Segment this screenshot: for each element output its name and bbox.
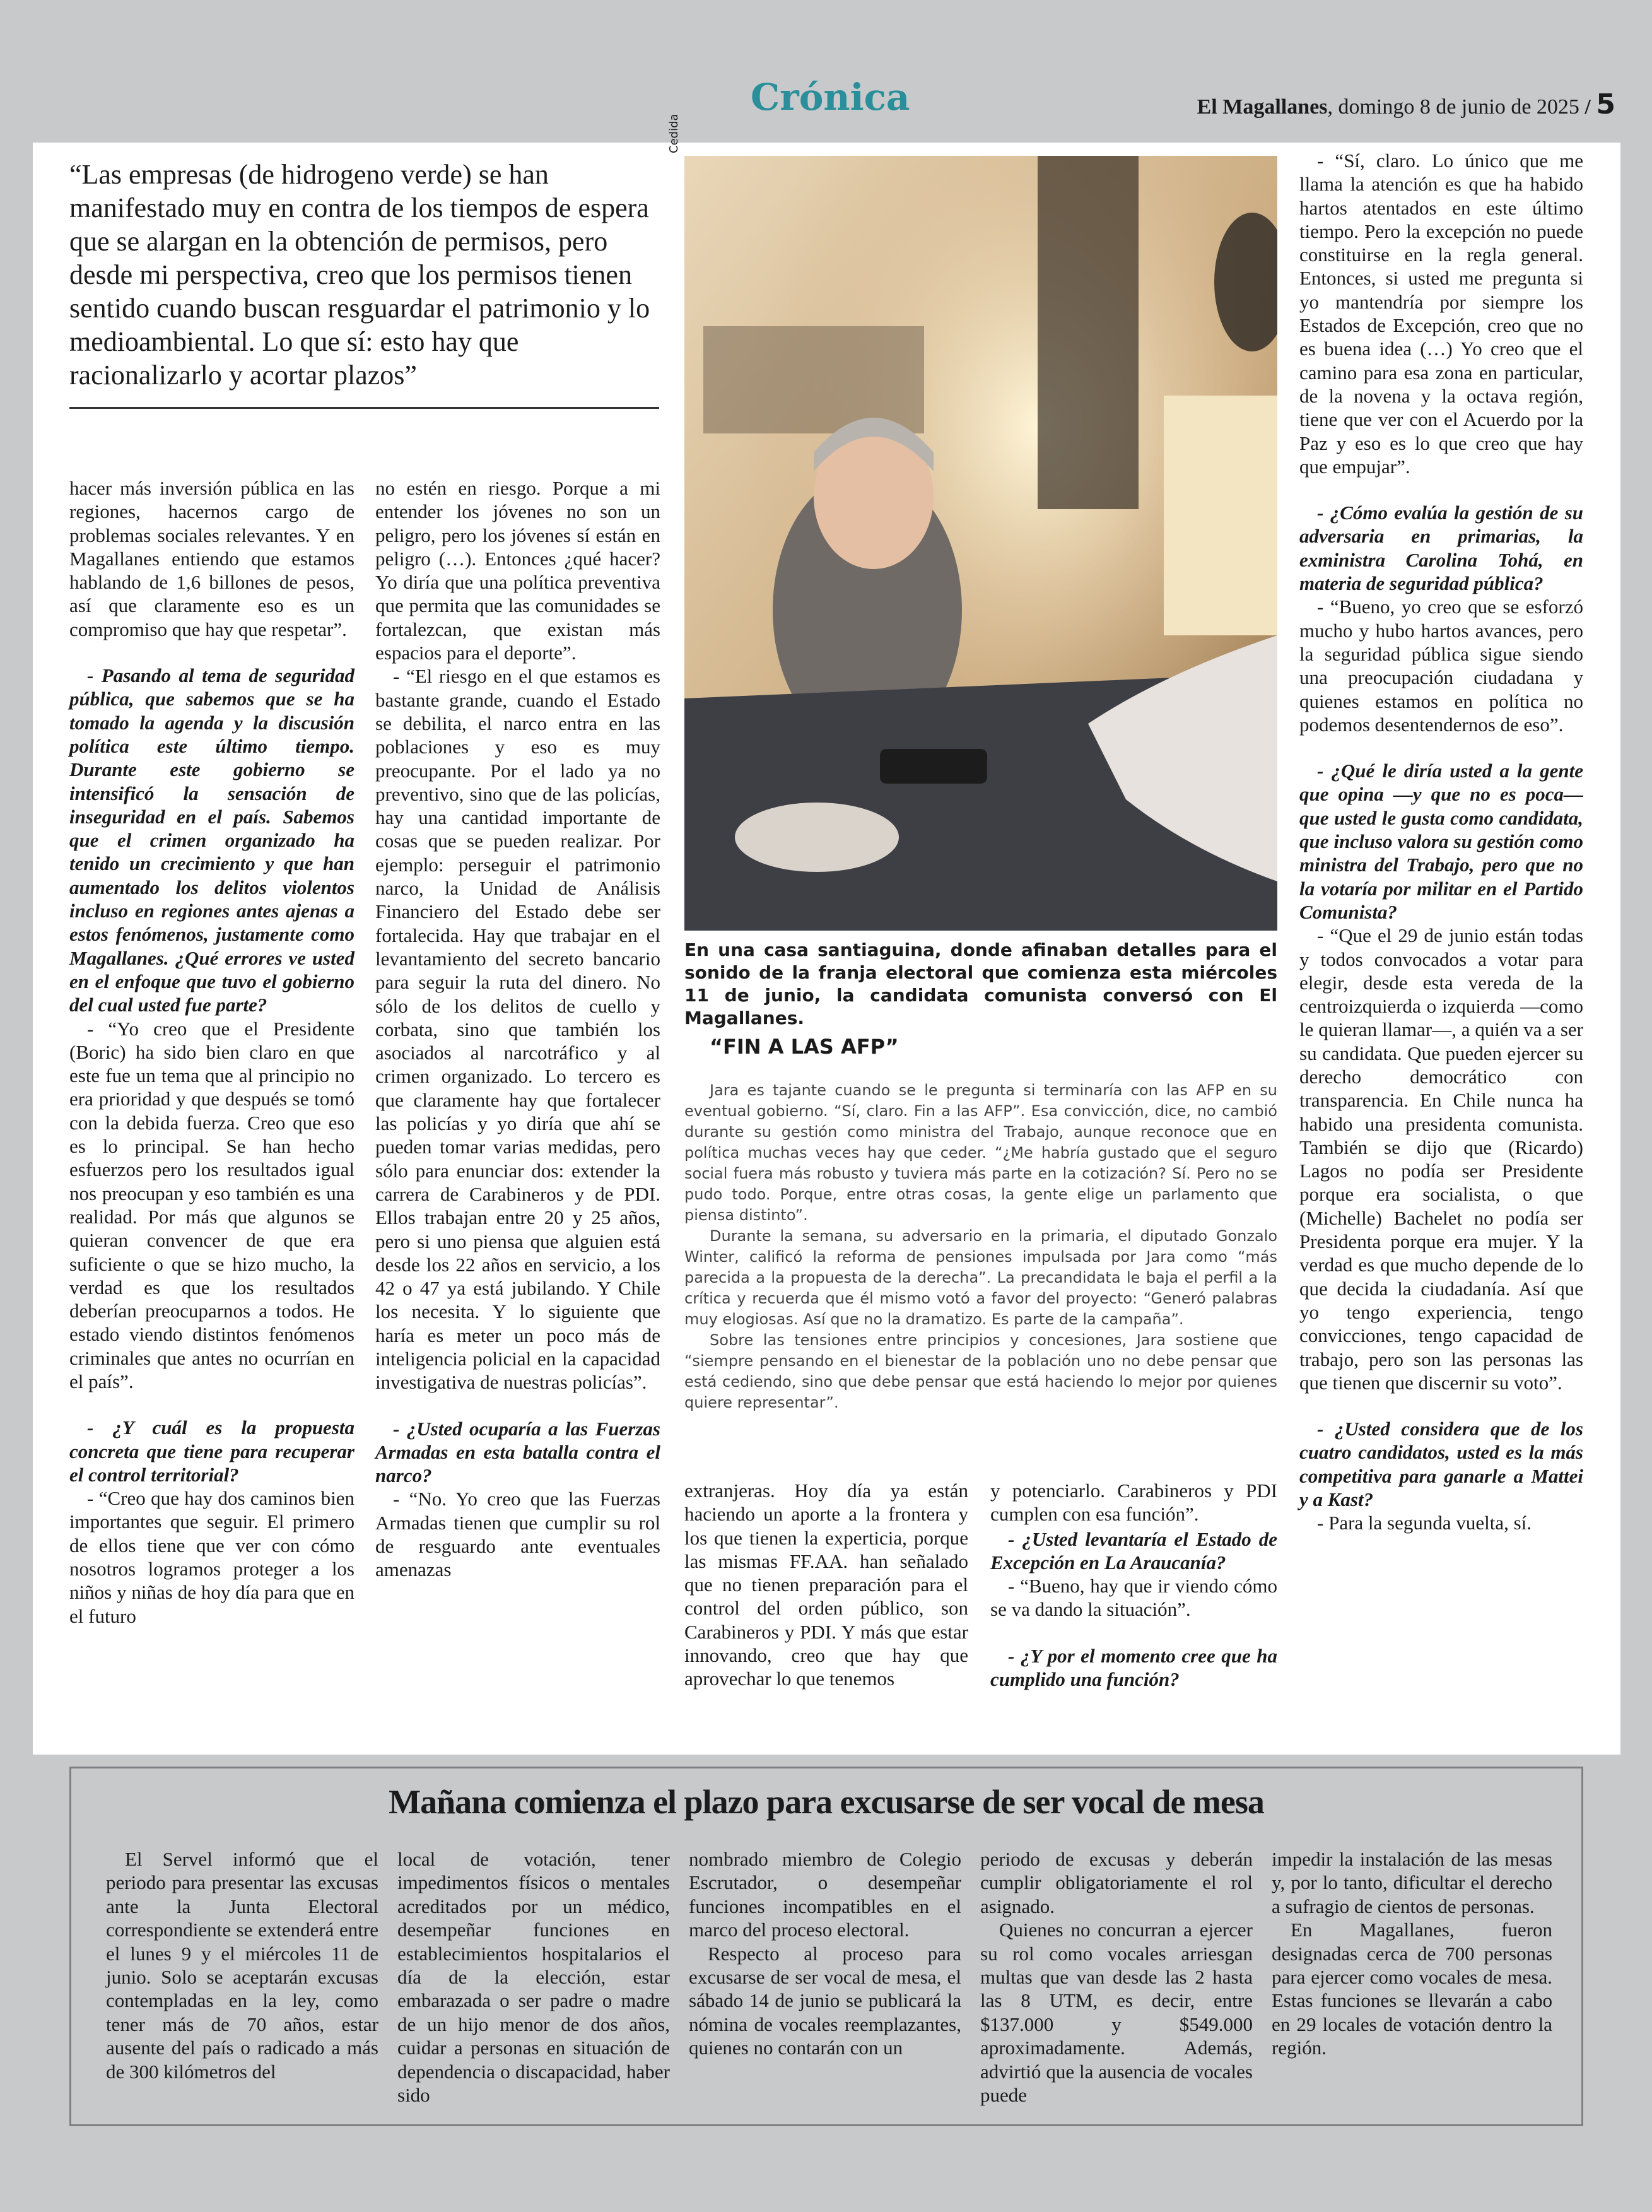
issue-date: domingo 8 de junio de 2025 <box>1338 95 1579 119</box>
box-paragraph: Quienes no concurran a ejercer su rol como vocales arriesgan multas que van desde las 2 hasta las 8 UTM, es decir, entre $137.000 y $549.000 aproximadamente. Además, advirtió que la ausencia de vocales puede <box>980 1919 1253 2107</box>
sidebar-paragraph: Durante la semana, su adversario en la primaria, el diputado Gonzalo Winter, calificó la reforma de pensiones impulsada por Jara como “más parecida a la propuesta de la derecha”. La precandidata le baja el perfil a la crítica y recuerda que él mismo votó a favor del proyecto: “Generó palabras muy elogiosas. Así que no la dramatizo. Es parte de la campaña”. <box>684 1227 1277 1328</box>
box-paragraph: Respecto al proceso para excusarse de ser vocal de mesa, el sábado 14 de junio se publicará la nómina de vocales reemplazantes, quienes no contarán con un <box>689 1942 961 2059</box>
interview-question: - ¿Usted levantaría el Estado de Excepción en La Araucanía? <box>990 1527 1277 1574</box>
interview-photo <box>684 156 1277 931</box>
photo-caption: En una casa santiaguina, donde afinaban detalles para el sonido de la franja electoral que comienza esta miércoles 11 de junio, la candidata comunista conversó con El Magallanes. <box>684 939 1277 1028</box>
box-paragraph: impedir la instalación de las mesas y, por lo tanto, dificultar el derecho a sufragio de cientos de personas. <box>1272 1848 1552 1917</box>
article-column-2 <box>375 476 660 1582</box>
photo-credit: Cedida <box>667 114 681 153</box>
box-paragraph: nombrado miembro de Colegio Escrutador, o desempeñar funciones incompatibles en el marco del proceso electoral. <box>689 1848 961 1941</box>
page-number: 5 <box>1596 88 1615 121</box>
article-paragraph: hacer más inversión pública en las regiones, hacernos cargo de problemas sociales relevantes. Y en Magallanes entiendo que estamos hablando de 1,6 billones de pesos, así que claramente eso es un compromiso que hay que respetar”. <box>69 477 354 640</box>
article-column-5 <box>1299 149 1583 1535</box>
box-paragraph: periodo de excusas y deberán cumplir obligatoriamente el rol asignado. <box>980 1848 1253 1917</box>
article-column-4 <box>990 1479 1277 1691</box>
article-paragraph: extranjeras. Hoy día ya están haciendo un aporte a la frontera y los que tienen la experticia, porque las mismas FF.AA. han señalado que no tienen preparación para el control del orden público, son Carabineros y PDI. Y más que estar innovando, creo que hay que aprovechar lo que tenemos <box>684 1480 968 1690</box>
box-column-5 <box>1272 1847 1552 2060</box>
interview-question: - ¿Usted considera que de los cuatro candidatos, usted es la más competitiva para ganarle a Mattei y a Kast? <box>1299 1418 1583 1511</box>
pull-quote: “Las empresas (de hidrogeno verde) se han manifestado muy en contra de los tiempos de espera que se alargan en la obtención de permisos, pero desde mi perspectiva, creo que los permisos tienen sentido cuando buscan resguardar el patrimonio y lo medioambiental. Lo que sí: esto hay que racionalizarlo y acortar plazos” <box>69 159 650 391</box>
sidebar-paragraph: Sobre las tensiones entre principios y concesiones, Jara sostiene que “siempre pensando en el bienestar de la población uno no debe pensar que está cediendo, sino que debe pensar que está haciendo lo mejor por quienes quiere representar”. <box>684 1331 1277 1411</box>
section-title: Crónica <box>751 76 910 119</box>
article-paragraph: no estén en riesgo. Porque a mi entender los jóvenes no son un peligro, pero los jóvenes sí están en peligro (…). Entonces ¿qué hacer? Yo diría que una política preventiva que permita que las comunidades se fortalezcan, que existan más espacios para el deporte”. <box>375 477 660 664</box>
interview-answer: - “No. Yo creo que las Fuerzas Armadas tienen que cumplir su rol de resguardo ante eventuales amenazas <box>375 1488 660 1581</box>
paper-name: El Magallanes <box>1197 95 1328 119</box>
interview-answer: - “El riesgo en el que estamos es bastante grande, cuando el Estado se debilita, el narco entra en las poblaciones y eso es muy preocupante. Por el lado ya no preventivo, sino que de las policías, hay una cantidad importante de cosas que se pueden realizar. Por ejemplo: perseguir el patrimonio narco, la Unidad de Análisis Financiero del Estado debe ser fortalecida. Hay que trabajar en el levantamiento del secreto bancario para seguir la ruta del dinero. No sólo de los delitos de cuello y corbata, sino que también los asociados al narcotráfico y al crimen organizado. Lo tercero es que claramente hay que fortalecer las policías y yo diría que ahí se pueden tomar varias medidas, pero sólo para enunciar dos: extender la carrera de Carabineros y de PDI. Ellos trabajan entre 20 y 25 años, pero si uno piensa que alguien está desde los 22 años en servicio, a los 42 o 47 ya está jubilando. Y Chile los necesita. Y lo siguiente que haría es meter un poco más de inteligencia policial en la capacidad investigativa de nuestras policías”. <box>375 665 660 1394</box>
article-paragraph: y potenciarlo. Carabineros y PDI cumplen con esa función”. <box>990 1480 1277 1526</box>
page-header <box>0 0 1652 136</box>
interview-answer: - “Bueno, yo creo que se esforzó mucho y hubo hartos avances, pero la seguridad pública sigue siendo una preocupación ciudadana y quienes estamos en política no podemos desentendernos de eso”. <box>1299 596 1583 736</box>
dateline: El Magallanes, domingo 8 de junio de 2025 / 5 <box>1197 88 1615 121</box>
interview-answer: - “Bueno, hay que ir viendo cómo se va dando la situación”. <box>990 1575 1277 1621</box>
article-column-3 <box>684 1479 968 1691</box>
interview-question: - ¿Y por el momento cree que ha cumplido una función? <box>990 1644 1277 1691</box>
box-column-4 <box>980 1847 1253 2107</box>
article-column-1 <box>69 476 354 1628</box>
interview-answer: - “Yo creo que el Presidente (Boric) ha sido bien claro en que este fue un tema que al principio no era prioridad y que después se tomó con la debida fuerza. Creo que eso es lo principal. Se han hecho esfuerzos pero los resultados igual nos preocupan y eso también es una realidad. Por más que algunos se quieran convencer de que era suficiente o que se hizo mucho, la verdad es que los resultados deberían preocuparnos a todos. He estado viendo distintos fenómenos criminales que antes no ocurrían en el país”. <box>69 1017 354 1392</box>
interview-question: - ¿Cómo evalúa la gestión de su adversaria en primarias, la exministra Carolina Tohá, en materia de seguridad pública? <box>1299 502 1583 595</box>
box-paragraph: local de votación, tener impedimentos físicos o mentales acreditados por un médico, desempeñar funciones en establecimientos hospitalarios el día de la elección, estar embarazada o ser padre o madre de un hijo menor de dos años, cuidar a personas en situación de dependencia o discapacidad, haber sido <box>397 1848 670 2107</box>
interview-answer: - “Sí, claro. Lo único que me llama la atención es que ha habido hartos atentados en este último tiempo. Pero la excepción no puede constituirse en la regla general. Entonces, si usted me pregunta si yo mantendría por siempre los Estados de Excepción, creo que no es buena idea (…) Yo creo que el camino para esa zona en particular, de la novena y la octava región, tiene que ver con el Acuerdo por la Paz y eso es lo que creo que hay que empujar”. <box>1299 150 1583 478</box>
sidebar-paragraph: Jara es tajante cuando se le pregunta si terminaría con las AFP en su eventual gobierno. “Sí, claro. Fin a las AFP”. Esa convicción, dice, no cambió durante su gestión como ministra del Trabajo, aunque reconoce que en política muchas veces hay que ceder. “¿Me habría gustado que el seguro social fuera más robusto y tuviera más parte en la cotización? Sí. Pero no se pudo todo. Porque, entre otras cosas, la gente elige un parlamento que piensa distinto”. <box>684 1081 1277 1224</box>
box-paragraph: El Servel informó que el periodo para presentar las excusas ante la Junta Electoral correspondiente se extenderá entre el lunes 9 y el miércoles 11 de junio. Solo se aceptarán excusas contempladas en la ley, como tener más de 70 años, estar ausente del país o radicado a más de 300 kilómetros del <box>106 1848 378 2083</box>
box-column-2 <box>397 1847 670 2107</box>
box-paragraph: En Magallanes, fueron designadas cerca de 700 personas para ejercer como vocales de mesa. Estas funciones se llevarán a cabo en 29 locales de votación dentro la región. <box>1272 1919 1552 2059</box>
sidebar-body <box>684 1080 1277 1413</box>
interview-question: - ¿Usted ocuparía a las Fuerzas Armadas en esta batalla contra el narco? <box>375 1417 660 1487</box>
box-headline: Mañana comienza el plazo para excusarse de ser vocal de mesa <box>389 1783 1264 1821</box>
interview-question: - ¿Qué le diría usted a la gente que opina —y que no es poca— que usted le gusta como candidata, que incluso valora su gestión como ministra del Trabajo, pero que no la votaría por militar en el Partido Comunista? <box>1299 760 1583 923</box>
interview-answer: - “Creo que hay dos caminos bien importantes que seguir. El primero de ellos tiene que ver con cómo nosotros logramos proteger a los niños y niñas de hoy día para que en el futuro <box>69 1487 354 1627</box>
sidebar-heading: “FIN A LAS AFP” <box>710 1035 899 1059</box>
dateline-separator: / <box>1585 95 1591 119</box>
interview-question: - Pasando al tema de seguridad pública, que sabemos que se ha tomado la agenda y la discusión política este último tiempo. Durante este gobierno se intensificó la sensación de inseguridad en el país. Sabemos que el crimen organizado ha tenido un crecimiento y que han aumentado los delitos violentos incluso en regiones antes ajenas a estos fenómenos, justamente como Magallanes. ¿Qué errores ve usted en el enfoque que tuvo el gobierno del cual usted fue parte? <box>69 664 354 1016</box>
box-column-1 <box>106 1847 378 2083</box>
pull-quote-rule <box>69 407 659 409</box>
interview-answer: - “Que el 29 de junio están todas y todos convocados a votar para elegir, desde esta vereda de la centroizquierda o izquierda —como le quieran llamar—, a quién va a ser su candidata. Que pueden ejercer su derecho democrático con transparencia. En Chile nunca ha habido una presidenta comunista. También se dijo que (Ricardo) Lagos no podía ser Presidente porque era socialista, o que (Michelle) Bachelet no podía ser Presidenta porque era mujer. Y la verdad es que mucho depende de lo que decida la ciudadanía. Así que yo tengo experiencia, tengo convicciones, tengo capacidad de trabajo, pero son las personas las que tienen que discernir su voto”. <box>1299 924 1583 1394</box>
interview-answer: - Para la segunda vuelta, sí. <box>1317 1512 1532 1534</box>
interview-question: - ¿Y cuál es la propuesta concreta que tiene para recuperar el control territorial? <box>69 1416 354 1486</box>
box-column-3 <box>689 1847 961 2060</box>
